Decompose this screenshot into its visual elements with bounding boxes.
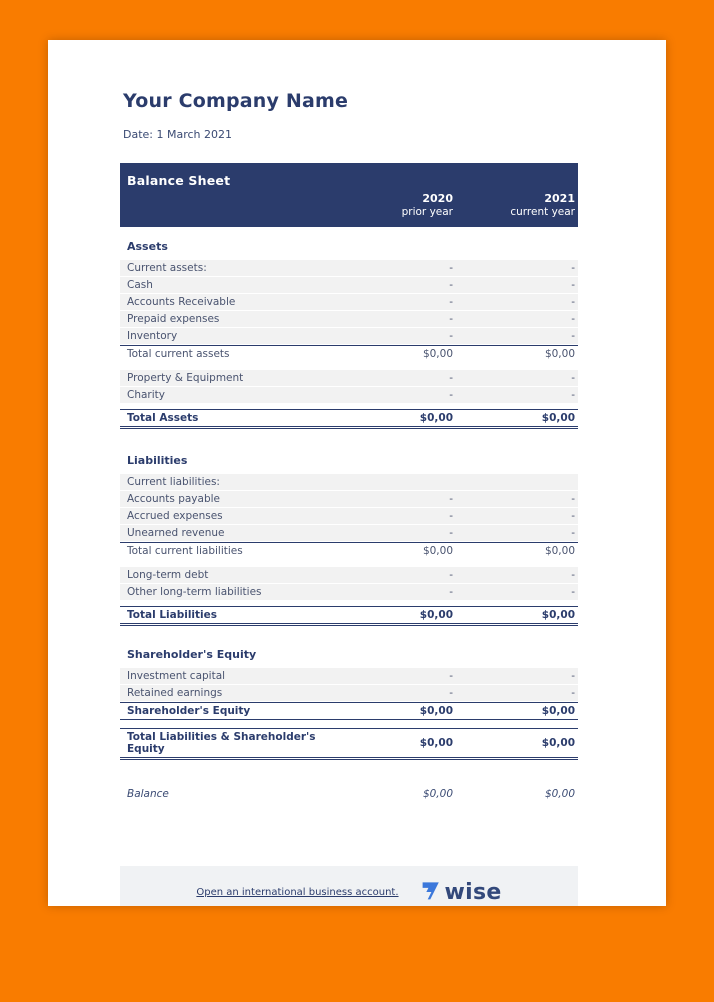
- row-value-2020: $0,00: [419, 609, 453, 621]
- row-label: Accounts Receivable: [127, 296, 236, 308]
- column-2020-caption: prior year: [401, 206, 453, 218]
- company-name: Your Company Name: [123, 90, 349, 112]
- table-row-total-assets: [120, 409, 578, 429]
- table-row: [120, 328, 578, 344]
- row-label: Unearned revenue: [127, 527, 225, 539]
- table-row: [120, 294, 578, 310]
- wise-logo: [421, 880, 502, 905]
- row-value-2021: -: [571, 279, 575, 291]
- row-value-2021: -: [571, 262, 575, 274]
- table-body: [120, 240, 578, 802]
- row-value-2021: $0,00: [541, 412, 575, 424]
- table-row: [120, 311, 578, 327]
- row-label: Accrued expenses: [127, 510, 223, 522]
- row-label: Accounts payable: [127, 493, 220, 505]
- row-label: Long-term debt: [127, 569, 209, 581]
- row-value-2021: -: [571, 569, 575, 581]
- table-row-total-liabilities: [120, 606, 578, 626]
- row-label: Total current assets: [127, 348, 230, 360]
- row-value-2020: $0,00: [422, 348, 453, 360]
- row-label: Investment capital: [127, 670, 226, 682]
- balance-sheet-table: [120, 163, 578, 802]
- row-value-2020: -: [449, 389, 453, 401]
- row-value-2021: -: [571, 670, 575, 682]
- row-value-2020: $0,00: [419, 737, 453, 749]
- footer-banner: [120, 866, 578, 906]
- row-label: Retained earnings: [127, 687, 223, 699]
- row-label: Shareholder's Equity: [127, 705, 251, 717]
- row-value-2020: $0,00: [419, 412, 453, 424]
- table-row: [120, 525, 578, 541]
- row-value-2020: -: [449, 670, 453, 682]
- row-value-2020: -: [449, 279, 453, 291]
- row-value-2021: -: [571, 389, 575, 401]
- table-title: Balance Sheet: [127, 173, 231, 188]
- row-label: Total current liabilities: [127, 545, 243, 557]
- table-row: [120, 668, 578, 684]
- row-label: Property & Equipment: [127, 372, 244, 384]
- row-value-2021: -: [571, 313, 575, 325]
- table-row: [120, 474, 578, 490]
- table-row-total: [120, 542, 578, 559]
- row-value-2021: -: [571, 687, 575, 699]
- row-label: Other long-term liabilities: [127, 586, 262, 598]
- row-value-2021: $0,00: [541, 737, 575, 749]
- row-value-2020: -: [449, 493, 453, 505]
- row-value-2020: -: [449, 569, 453, 581]
- row-value-2020: -: [449, 330, 453, 342]
- table-header-bar: [120, 163, 578, 227]
- row-value-2020: $0,00: [419, 705, 453, 717]
- row-value-2021: -: [571, 527, 575, 539]
- row-value-2020: -: [449, 313, 453, 325]
- table-row-total: [120, 345, 578, 362]
- row-label: Prepaid expenses: [127, 313, 220, 325]
- table-row: [120, 567, 578, 583]
- column-2021: [456, 192, 578, 218]
- table-row: [120, 508, 578, 524]
- row-value-2020: -: [449, 372, 453, 384]
- table-row: [120, 685, 578, 701]
- table-row: [120, 370, 578, 386]
- row-label: Cash: [127, 279, 153, 291]
- section-assets: Assets: [127, 240, 168, 253]
- table-row-equity-total: [120, 702, 578, 720]
- row-value-2021: $0,00: [544, 348, 575, 360]
- row-value-2021: -: [571, 493, 575, 505]
- row-value-2021: $0,00: [541, 705, 575, 717]
- row-value-2021: -: [571, 296, 575, 308]
- row-value-2020: -: [449, 262, 453, 274]
- row-value-2020: $0,00: [422, 788, 453, 800]
- open-account-link[interactable]: Open an international business account.: [196, 886, 399, 898]
- row-value-2021: $0,00: [544, 788, 575, 800]
- row-label: Inventory: [127, 330, 178, 342]
- table-row: [120, 387, 578, 403]
- column-headers: [120, 192, 578, 218]
- date-line: Date: 1 March 2021: [123, 128, 233, 141]
- row-value-2021: -: [571, 330, 575, 342]
- section-equity: Shareholder's Equity: [127, 648, 257, 661]
- wise-wordmark: wise: [444, 879, 502, 905]
- row-value-2020: $0,00: [422, 545, 453, 557]
- table-row: [120, 584, 578, 600]
- row-label: Balance: [127, 788, 169, 800]
- row-label: Charity: [127, 389, 165, 401]
- column-2020-year: 2020: [422, 192, 453, 205]
- row-value-2021: $0,00: [544, 545, 575, 557]
- row-value-2021: $0,00: [541, 609, 575, 621]
- table-row-balance: [120, 786, 578, 802]
- row-label: Total Liabilities: [127, 609, 218, 621]
- row-label: Current liabilities:: [127, 476, 220, 488]
- column-2020: [334, 192, 456, 218]
- document-page: [48, 40, 666, 906]
- row-value-2020: -: [449, 527, 453, 539]
- section-liabilities: Liabilities: [127, 454, 188, 467]
- row-value-2021: -: [571, 510, 575, 522]
- row-value-2020: -: [449, 510, 453, 522]
- row-label: Total Assets: [127, 412, 199, 424]
- column-2021-caption: current year: [510, 206, 575, 218]
- row-value-2020: -: [449, 296, 453, 308]
- table-row: [120, 260, 578, 276]
- row-value-2021: -: [571, 372, 575, 384]
- row-label: Current assets:: [127, 262, 207, 274]
- row-value-2020: -: [449, 687, 453, 699]
- table-row-grand-total: [120, 728, 578, 760]
- wise-flag-icon: [421, 880, 442, 905]
- column-2021-year: 2021: [544, 192, 575, 205]
- table-row: [120, 277, 578, 293]
- row-value-2020: -: [449, 586, 453, 598]
- row-label: Total Liabilities & Shareholder's Equity: [127, 731, 316, 755]
- table-row: [120, 491, 578, 507]
- row-value-2021: -: [571, 586, 575, 598]
